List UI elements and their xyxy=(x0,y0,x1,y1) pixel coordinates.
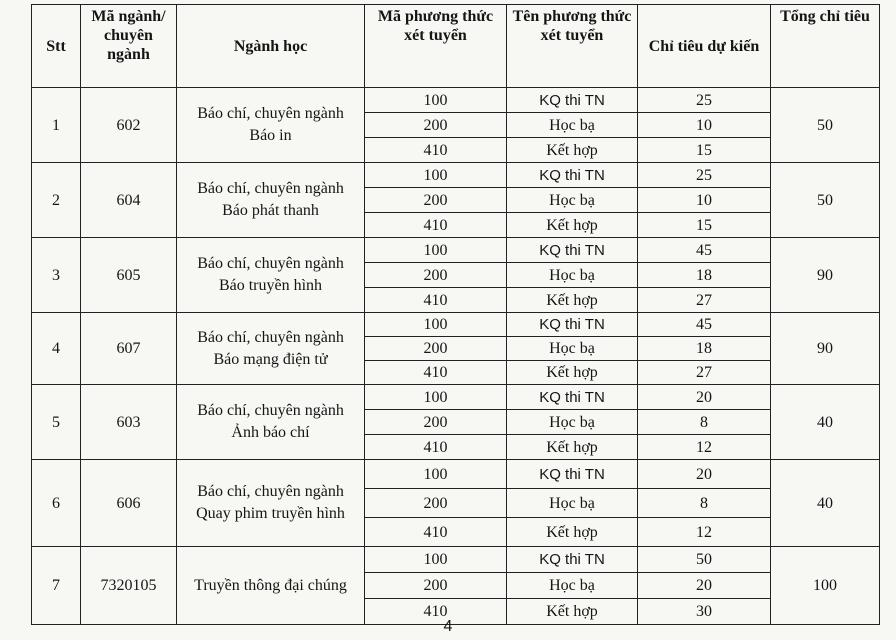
row-major-code: 603 xyxy=(81,385,177,460)
table-row xyxy=(32,385,880,410)
row-stt: 3 xyxy=(32,238,81,313)
row-major-line1: Báo chí, chuyên ngành xyxy=(197,328,344,346)
method-code: 100 xyxy=(365,163,507,188)
method-quota: 15 xyxy=(638,213,771,238)
row-major-name xyxy=(177,238,365,313)
method-quota: 8 xyxy=(638,489,771,518)
row-major-code: 604 xyxy=(81,163,177,238)
table-row xyxy=(32,163,880,188)
row-total-quota: 100 xyxy=(771,547,880,625)
method-quota: 18 xyxy=(638,337,771,361)
header-ma-phuong-thuc: Mã phương thức xét tuyển xyxy=(365,5,507,88)
method-name: Học bạ xyxy=(507,188,638,213)
method-quota: 18 xyxy=(638,263,771,288)
table-row xyxy=(32,313,880,337)
header-chi-tieu-du-kien: Chỉ tiêu dự kiến xyxy=(638,5,771,88)
row-stt: 6 xyxy=(32,460,81,547)
header-ma-nganh: Mã ngành/ chuyên ngành xyxy=(81,5,177,88)
method-name: Học bạ xyxy=(507,489,638,518)
row-major-name xyxy=(177,313,365,385)
row-major-name xyxy=(177,163,365,238)
row-total-quota: 40 xyxy=(771,460,880,547)
page-number: 4 xyxy=(443,618,453,635)
row-major-code: 606 xyxy=(81,460,177,547)
method-name: KQ thi TN xyxy=(507,385,638,410)
method-quota: 12 xyxy=(638,518,771,547)
row-stt: 2 xyxy=(32,163,81,238)
row-stt: 7 xyxy=(32,547,81,625)
row-major-line2: Báo mạng điện tử xyxy=(213,350,328,368)
method-name: Kết hợp xyxy=(507,138,638,163)
row-major-line1: Báo chí, chuyên ngành xyxy=(197,483,344,500)
method-code: 410 xyxy=(365,435,507,460)
method-name: Kết hợp xyxy=(507,213,638,238)
method-name: Học bạ xyxy=(507,573,638,599)
method-name: KQ thi TN xyxy=(507,238,638,263)
row-major-line2: Báo phát thanh xyxy=(222,202,319,219)
method-code: 410 xyxy=(365,599,507,625)
method-quota: 15 xyxy=(638,138,771,163)
row-major-line2: Quay phim truyền hình xyxy=(196,505,345,522)
method-name: Kết hợp xyxy=(507,518,638,547)
method-name: KQ thi TN xyxy=(507,547,638,573)
method-name: Học bạ xyxy=(507,410,638,435)
row-stt: 4 xyxy=(32,313,81,385)
row-major-line1: Truyền thông đại chúng xyxy=(194,576,347,594)
table-header-row xyxy=(32,5,880,88)
method-name: KQ thi TN xyxy=(507,313,638,337)
row-major-line2: Báo truyền hình xyxy=(218,277,323,294)
method-name: Kết hợp xyxy=(507,435,638,460)
method-name: Kết hợp xyxy=(507,599,638,625)
method-code: 200 xyxy=(365,263,507,288)
method-name: Học bạ xyxy=(507,263,638,288)
table-row xyxy=(32,547,880,573)
method-name: Kết hợp xyxy=(507,288,638,313)
method-quota: 30 xyxy=(638,599,771,625)
row-total-quota: 90 xyxy=(771,238,880,313)
row-major-line1: Báo chí, chuyên ngành xyxy=(197,255,344,272)
method-name: Kết hợp xyxy=(507,361,638,385)
row-stt: 1 xyxy=(32,88,81,163)
method-quota: 20 xyxy=(638,460,771,489)
row-stt: 5 xyxy=(32,385,81,460)
header-tong-chi-tieu: Tổng chỉ tiêu xyxy=(771,5,880,88)
header-stt: Stt xyxy=(32,5,81,88)
method-code: 100 xyxy=(365,88,507,113)
row-major-line1: Báo chí, chuyên ngành xyxy=(197,402,344,419)
method-quota: 27 xyxy=(638,288,771,313)
method-code: 100 xyxy=(365,547,507,573)
method-quota: 10 xyxy=(638,188,771,213)
row-major-name xyxy=(177,460,365,547)
method-quota: 45 xyxy=(638,238,771,263)
row-major-line1: Báo chí, chuyên ngành xyxy=(197,180,344,197)
method-quota: 45 xyxy=(638,313,771,337)
row-major-line1: Báo chí, chuyên ngành xyxy=(197,105,344,122)
method-quota: 12 xyxy=(638,435,771,460)
row-major-line2: Báo in xyxy=(249,127,292,144)
method-code: 200 xyxy=(365,337,507,361)
table-row xyxy=(32,88,880,113)
method-quota: 8 xyxy=(638,410,771,435)
method-name: Học bạ xyxy=(507,337,638,361)
method-quota: 20 xyxy=(638,573,771,599)
header-ten-phuong-thuc: Tên phương thức xét tuyển xyxy=(507,5,638,88)
row-total-quota: 50 xyxy=(771,163,880,238)
row-total-quota: 90 xyxy=(771,313,880,385)
method-code: 410 xyxy=(365,288,507,313)
method-quota: 10 xyxy=(638,113,771,138)
method-code: 410 xyxy=(365,138,507,163)
method-quota: 25 xyxy=(638,163,771,188)
method-name: KQ thi TN xyxy=(507,460,638,489)
method-quota: 50 xyxy=(638,547,771,573)
header-nganh-hoc: Ngành học xyxy=(177,5,365,88)
row-major-name xyxy=(177,385,365,460)
method-code: 200 xyxy=(365,573,507,599)
method-code: 200 xyxy=(365,489,507,518)
method-code: 200 xyxy=(365,410,507,435)
method-code: 100 xyxy=(365,385,507,410)
method-code: 410 xyxy=(365,361,507,385)
method-code: 200 xyxy=(365,113,507,138)
table-row xyxy=(32,238,880,263)
method-quota: 25 xyxy=(638,88,771,113)
row-major-name xyxy=(177,88,365,163)
method-code: 410 xyxy=(365,213,507,238)
row-major-line2: Ảnh báo chí xyxy=(231,424,310,441)
row-total-quota: 50 xyxy=(771,88,880,163)
row-major-name xyxy=(177,547,365,625)
method-code: 100 xyxy=(365,460,507,489)
method-code: 200 xyxy=(365,188,507,213)
method-quota: 27 xyxy=(638,361,771,385)
row-major-code: 607 xyxy=(81,313,177,385)
row-total-quota: 40 xyxy=(771,385,880,460)
row-major-code: 602 xyxy=(81,88,177,163)
method-code: 100 xyxy=(365,238,507,263)
method-code: 100 xyxy=(365,313,507,337)
row-major-code: 7320105 xyxy=(81,547,177,625)
method-code: 410 xyxy=(365,518,507,547)
table-row xyxy=(32,460,880,489)
admission-quota-table xyxy=(31,4,880,625)
method-quota: 20 xyxy=(638,385,771,410)
method-name: KQ thi TN xyxy=(507,88,638,113)
method-name: Học bạ xyxy=(507,113,638,138)
row-major-code: 605 xyxy=(81,238,177,313)
method-name: KQ thi TN xyxy=(507,163,638,188)
